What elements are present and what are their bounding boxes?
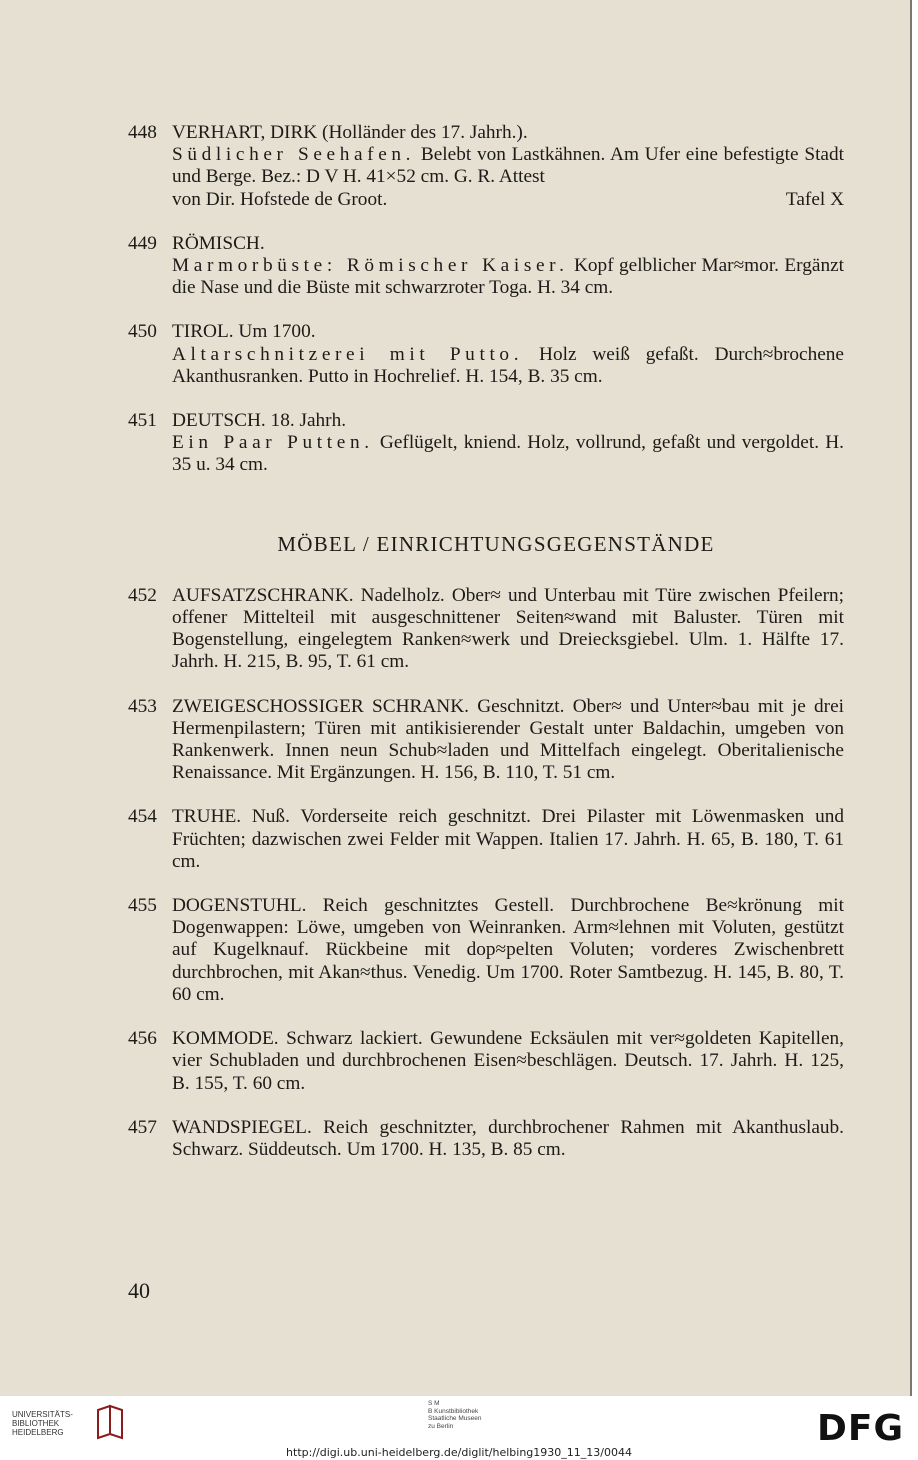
entry-heading: VERHART, DIRK (Holländer des 17. Jahrh.). (172, 122, 528, 143)
entry-number: 454 (128, 806, 157, 828)
catalog-entry-454 (128, 806, 844, 873)
page-number: 40 (128, 1278, 150, 1303)
entry-text: DOGENSTUHL. Reich geschnitztes Gestell. Durchbrochene Be≈krönung mit Dogenwappen: Löwe, umgeben von Weinranken. Arm≈lehnen mit Voluten, gestützt auf Kugelknauf. Rückbeine mit dop≈pelten Voluten; vorderes Zwischenbrett durchbrochen, mit Akan≈thus. Venedig. Um 1700. Roter Samtbezug. H. 145, B. 80, T. 60 cm. (172, 895, 844, 1005)
entry-title: Marmorbüste: Römischer Kaiser. (172, 255, 569, 277)
entry-number: 448 (128, 122, 157, 143)
entry-number: 449 (128, 232, 157, 254)
entry-title: Ein Paar Putten. (172, 432, 374, 454)
entry-text: Holz weiß gefaßt. Durch≈brochene Akanthusranken. Putto in Hochrelief. H. 154, B. 35 cm. (172, 343, 844, 387)
catalog-entry-452 (128, 585, 844, 674)
entry-text: Geflügelt, kniend. Holz, vollrund, gefaßt und vergoldet. H. 35 u. 34 cm. (172, 432, 845, 476)
berlin-library-stamp (428, 1400, 528, 1430)
entry-heading: RÖMISCH. (172, 232, 265, 254)
section-heading: MÖBEL / EINRICHTUNGSGEGENSTÄNDE (277, 531, 715, 556)
entry-body (172, 321, 844, 388)
entry-body (172, 122, 844, 211)
university-library-logo[interactable] (12, 1404, 132, 1442)
catalog-entry-450 (128, 321, 844, 388)
entry-heading: DEUTSCH. 18. Jahrh. (172, 410, 347, 432)
entry-text: Kopf gelblicher Mar≈mor. Ergänzt die Nase und die Büste mit schwarzroter Toga. H. 34 cm. (172, 255, 844, 299)
entry-text: WANDSPIEGEL. Reich geschnitzter, durchbrochener Rahmen mit Akanthuslaub. Schwarz. Süddeutsch. Um 1700. H. 135, B. 85 cm. (172, 1116, 844, 1160)
catalog-entry-449 (128, 233, 844, 300)
entry-text: KOMMODE. Schwarz lackiert. Gewundene Ecksäulen mit ver≈goldeten Kapitellen, vier Schubladen und durchbrochenen Eisen≈beschlägen. Deutsch. 17. Jahrh. H. 125, B. 155, T. 60 cm. (172, 1028, 844, 1094)
entry-description (172, 344, 844, 388)
library-emblem-icon (96, 1404, 124, 1442)
entry-number: 453 (128, 695, 157, 717)
catalog-content (128, 122, 844, 1183)
entry-number: 455 (128, 895, 157, 917)
catalog-entry-456 (128, 1028, 844, 1095)
entry-title: Südlicher Seehafen. (172, 144, 416, 166)
entry-number: 450 (128, 321, 157, 343)
catalog-entry-448 (128, 122, 844, 211)
entry-text: ZWEIGESCHOSSIGER SCHRANK. Geschnitzt. Ober≈ und Unter≈bau mit je drei Hermenpilastern; Türen mit antikisierender Gestalt unter Baldachin, umgeben von Rankenwerk. Innen neun Schub≈laden und Mittelfach eingelegt. Oberitalienische Renaissance. Mit Ergänzungen. H. 156, B. 110, T. 51 cm. (172, 695, 844, 784)
entry-body (172, 233, 844, 300)
entry-number: 456 (128, 1028, 157, 1050)
entry-text: Belebt von Lastkähnen. Am Ufer eine befestigte Stadt und Berge. Bez.: D V H. 41×52 cm. G. R. Attest (172, 144, 844, 188)
catalog-entry-455 (128, 895, 844, 1006)
entry-text: AUFSATZSCHRANK. Nadelholz. Ober≈ und Unterbau mit Türe zwischen Pfeilern; offener Mittelteil mit ausgeschnittener Seiten≈wand mit Baluster. Türen mit Bogenstellung, eingelegtem Ranken≈werk und Dreiecksgiebel. Ulm. 1. Hälfte 17. Jahrh. H. 215, B. 95, T. 61 cm. (172, 584, 844, 673)
entry-number: 451 (128, 410, 157, 432)
catalog-entry-451 (128, 410, 844, 477)
catalog-entry-457 (128, 1117, 844, 1161)
catalog-entry-453 (128, 696, 844, 785)
plate-reference: Tafel X (785, 188, 844, 210)
source-url[interactable]: http://digi.ub.uni-heidelberg.de/diglit/helbing1930_11_13/0044 (286, 1446, 632, 1459)
entry-description (172, 432, 844, 476)
entry-text: TRUHE. Nuß. Vorderseite reich geschnitzt. Drei Pilaster mit Löwenmasken und Früchten; dazwischen zwei Felder mit Wappen. Italien 17. Jahrh. H. 65, B. 180, T. 61 cm. (172, 806, 844, 872)
entry-description (172, 255, 844, 299)
entry-last-line (172, 189, 844, 211)
entry-description (172, 144, 844, 188)
entry-heading: TIROL. Um 1700. (172, 321, 316, 343)
entry-number: 452 (128, 584, 157, 606)
dfg-logo[interactable]: DFG (816, 1408, 904, 1449)
entry-title: Altarschnitzerei mit Putto. (172, 343, 524, 365)
entry-text-end: von Dir. Hofstede de Groot. (172, 188, 388, 210)
entry-body (172, 410, 844, 477)
library-logo-text: UNIVERSITÄTS- BIBLIOTHEK HEIDELBERG (12, 1410, 73, 1437)
entry-number: 457 (128, 1116, 157, 1138)
stamp-text: B Kunstbibliothek Staatliche Museen zu Berlin (428, 1407, 482, 1430)
stamp-mark: S M (428, 1400, 440, 1407)
